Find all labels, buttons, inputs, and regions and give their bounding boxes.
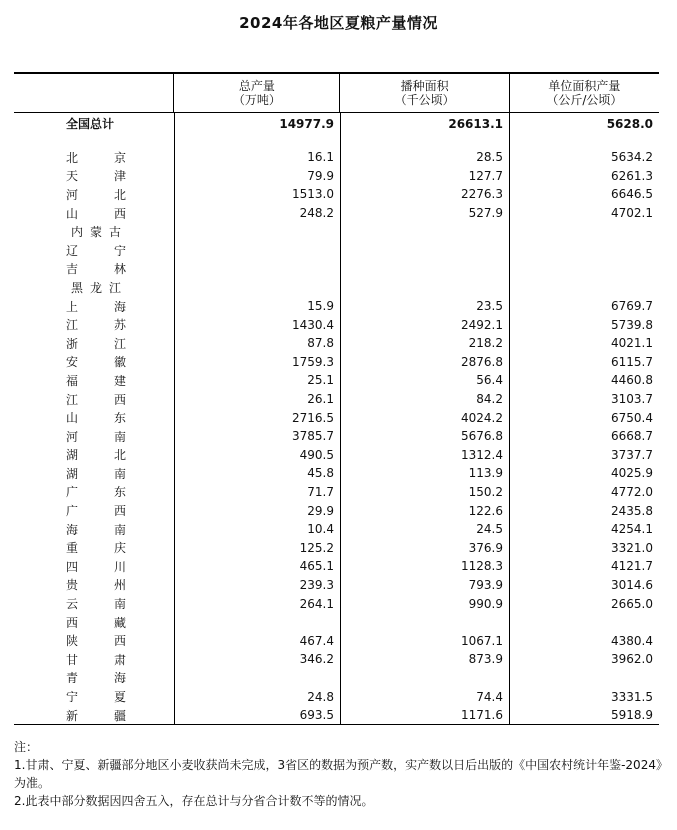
region-name-char: 津 — [113, 169, 126, 184]
region-cell — [14, 186, 174, 203]
area-cell: 376.9 — [468, 540, 503, 555]
table-row — [14, 371, 659, 390]
table-row — [14, 185, 659, 204]
header-yield-unit: （公斤/公顷） — [546, 93, 623, 107]
area-cell: 24.5 — [476, 522, 503, 537]
region-name — [66, 372, 126, 389]
table-row — [14, 408, 659, 427]
table-row — [14, 669, 659, 688]
region-name-char: 广 — [66, 485, 79, 500]
area-cell: 527.9 — [468, 206, 503, 221]
region-name-char: 徽 — [113, 355, 126, 370]
output-cell: 16.1 — [307, 150, 334, 165]
region-cell — [14, 558, 174, 575]
notes-heading: 注： — [14, 740, 39, 754]
area-cell: 28.5 — [476, 150, 503, 165]
region-name-char: 重 — [66, 541, 79, 556]
region-cell — [14, 428, 174, 445]
yield-cell: 4772.0 — [611, 484, 653, 499]
region-name-char: 西 — [66, 615, 79, 630]
output-cell: 1759.3 — [292, 354, 334, 369]
area-cell: 793.9 — [468, 577, 503, 592]
area-cell: 122.6 — [468, 503, 503, 518]
region-name — [66, 558, 126, 575]
area-cell: 1312.4 — [461, 447, 503, 462]
region-name-char: 河 — [66, 429, 79, 444]
header-sown-area — [339, 74, 508, 112]
output-cell: 248.2 — [299, 206, 334, 221]
region-name-char: 林 — [113, 262, 126, 277]
note-2: 2.此表中部分数据因四舍五入，存在总计与分省合计数不等的情况。 — [14, 794, 374, 808]
region-name-char: 夏 — [113, 690, 126, 705]
output-cell: 29.9 — [307, 503, 334, 518]
table-row — [14, 446, 659, 465]
column-divider — [174, 113, 175, 724]
region-name-char: 云 — [66, 597, 79, 612]
table-row — [14, 483, 659, 502]
output-cell: 45.8 — [307, 466, 334, 481]
region-name — [66, 316, 126, 333]
output-cell: 15.9 — [307, 299, 334, 314]
table-row — [14, 631, 659, 650]
page-title: 2024年各地区夏粮产量情况 — [239, 14, 438, 32]
region-name-char: 苏 — [113, 318, 126, 333]
region-cell — [14, 521, 174, 538]
yield-cell: 6769.7 — [611, 299, 653, 314]
table-row — [14, 334, 659, 353]
area-cell: 2276.3 — [461, 187, 503, 202]
area-cell: 23.5 — [476, 299, 503, 314]
output-cell: 465.1 — [299, 559, 334, 574]
region-cell — [14, 595, 174, 612]
region-name-char: 北 — [113, 187, 126, 202]
area-cell: 990.9 — [468, 596, 503, 611]
yield-cell: 3331.5 — [611, 689, 653, 704]
table-row — [14, 222, 659, 241]
column-divider — [509, 113, 510, 724]
region-name — [66, 409, 126, 426]
region-name-char: 天 — [66, 169, 79, 184]
region-name — [66, 335, 126, 352]
region-name-char: 南 — [113, 466, 126, 481]
yield-cell: 4121.7 — [611, 559, 653, 574]
table-header — [14, 74, 659, 113]
region-name — [66, 614, 126, 631]
region-name-char: 新 — [66, 708, 79, 723]
table-row — [14, 297, 659, 316]
region-name-char: 南 — [113, 597, 126, 612]
region-name — [66, 669, 126, 686]
region-cell — [14, 409, 174, 426]
area-cell: 113.9 — [468, 466, 503, 481]
region-name — [66, 353, 126, 370]
table-row — [14, 427, 659, 446]
region-cell — [14, 576, 174, 593]
area-cell: 127.7 — [468, 168, 503, 183]
region-name — [66, 242, 126, 259]
region-cell — [14, 391, 174, 408]
region-name — [66, 167, 126, 184]
header-sown-area-label: 播种面积 — [400, 79, 449, 93]
region-name — [66, 205, 126, 222]
region-name-char: 东 — [113, 485, 126, 500]
region-name-char: 疆 — [113, 708, 126, 723]
yield-cell: 6115.7 — [611, 354, 653, 369]
region-name-char: 甘 — [66, 652, 79, 667]
region-name-char: 青 — [66, 671, 79, 686]
region-cell — [14, 279, 174, 296]
region-cell — [14, 149, 174, 166]
region-name-char: 京 — [113, 150, 126, 165]
table-row — [14, 167, 659, 186]
region-name — [66, 521, 126, 538]
region-cell — [14, 446, 174, 463]
output-cell: 239.3 — [299, 577, 334, 592]
region-name-char: 南 — [113, 429, 126, 444]
area-cell: 2492.1 — [461, 317, 503, 332]
table-body — [14, 113, 659, 724]
area-cell: 150.2 — [468, 484, 503, 499]
yield-cell: 3321.0 — [611, 540, 653, 555]
yield-cell: 3103.7 — [611, 392, 653, 407]
area-cell: 1128.3 — [461, 559, 503, 574]
area-cell: 1067.1 — [461, 633, 503, 648]
table-row — [14, 501, 659, 520]
area-cell: 873.9 — [468, 652, 503, 667]
total-name-cell — [14, 115, 174, 132]
area-cell: 1171.6 — [461, 708, 503, 723]
total-output: 14977.9 — [279, 116, 334, 131]
region-name — [66, 483, 126, 500]
region-cell — [14, 260, 174, 277]
region-name-char: 黑 — [71, 280, 84, 295]
region-name-char: 海 — [113, 671, 126, 686]
output-cell: 125.2 — [299, 540, 334, 555]
region-name-char: 北 — [113, 448, 126, 463]
yield-cell: 3962.0 — [611, 652, 653, 667]
output-cell: 10.4 — [307, 522, 334, 537]
region-name-char: 广 — [66, 504, 79, 519]
yield-cell: 3737.7 — [611, 447, 653, 462]
region-cell — [14, 539, 174, 556]
yield-cell: 6668.7 — [611, 429, 653, 444]
region-name-char: 江 — [108, 280, 121, 295]
table-row — [14, 650, 659, 669]
table-row — [14, 464, 659, 483]
total-row — [14, 113, 659, 134]
yield-cell: 4460.8 — [611, 373, 653, 388]
region-name-char: 川 — [113, 559, 126, 574]
output-cell: 1513.0 — [292, 187, 334, 202]
region-name — [66, 651, 126, 668]
region-cell — [14, 167, 174, 184]
region-name-char: 龙 — [89, 280, 102, 295]
region-name — [66, 688, 126, 705]
region-cell — [14, 205, 174, 222]
yield-cell: 2665.0 — [611, 596, 653, 611]
yield-cell: 4380.4 — [611, 633, 653, 648]
region-name-char: 藏 — [113, 615, 126, 630]
footnotes — [14, 738, 664, 810]
region-name-char: 古 — [108, 225, 121, 240]
output-cell: 3785.7 — [292, 429, 334, 444]
region-name-char: 内 — [71, 225, 84, 240]
yield-cell: 5918.9 — [611, 708, 653, 723]
output-cell: 25.1 — [307, 373, 334, 388]
region-name-char: 吉 — [66, 262, 79, 277]
yield-cell: 2435.8 — [611, 503, 653, 518]
region-name-char: 河 — [66, 187, 79, 202]
region-name-char: 辽 — [66, 243, 79, 258]
table-row — [14, 278, 659, 297]
region-name-char: 贵 — [66, 578, 79, 593]
region-name — [66, 298, 126, 315]
header-total-output-unit: （万吨） — [232, 93, 281, 107]
yield-cell: 4702.1 — [611, 206, 653, 221]
region-name-char: 南 — [113, 522, 126, 537]
yield-cell: 5739.8 — [611, 317, 653, 332]
region-name-char: 宁 — [113, 243, 126, 258]
region-name-char: 山 — [66, 411, 79, 426]
yield-cell: 4025.9 — [611, 466, 653, 481]
region-cell — [14, 316, 174, 333]
area-cell: 218.2 — [468, 336, 503, 351]
area-cell: 5676.8 — [461, 429, 503, 444]
yield-cell: 3014.6 — [611, 577, 653, 592]
region-name — [66, 446, 126, 463]
table-row — [14, 260, 659, 279]
area-cell: 2876.8 — [461, 354, 503, 369]
region-name-char: 建 — [113, 373, 126, 388]
table-row — [14, 538, 659, 557]
header-total-output-label: 总产量 — [238, 79, 275, 93]
region-cell — [14, 465, 174, 482]
table-row — [14, 687, 659, 706]
region-name-char: 庆 — [113, 541, 126, 556]
yield-cell: 6261.3 — [611, 168, 653, 183]
region-cell — [14, 669, 174, 686]
region-name-char: 海 — [66, 522, 79, 537]
region-cell — [14, 335, 174, 352]
yield-cell: 4254.1 — [611, 522, 653, 537]
region-name-char: 安 — [66, 355, 79, 370]
region-name — [66, 595, 126, 612]
region-name-char: 西 — [113, 634, 126, 649]
region-name-char: 浙 — [66, 336, 79, 351]
region-name-char: 湖 — [66, 448, 79, 463]
header-total-output — [173, 74, 339, 112]
output-cell: 346.2 — [299, 652, 334, 667]
region-cell — [14, 223, 174, 240]
table-row — [14, 706, 659, 725]
region-name — [66, 539, 126, 556]
table-row — [14, 353, 659, 372]
header-sown-area-unit: （千公顷） — [394, 93, 455, 107]
area-cell: 56.4 — [476, 373, 503, 388]
output-cell: 2716.5 — [292, 410, 334, 425]
table-row — [14, 557, 659, 576]
region-name — [66, 707, 126, 724]
region-name-char: 宁 — [66, 690, 79, 705]
region-name — [66, 502, 126, 519]
output-cell: 26.1 — [307, 392, 334, 407]
region-name — [66, 260, 126, 277]
header-yield — [509, 74, 659, 112]
region-name-char: 州 — [113, 578, 126, 593]
yield-cell: 6750.4 — [611, 410, 653, 425]
area-cell: 74.4 — [476, 689, 503, 704]
table-row — [14, 204, 659, 223]
region-name — [66, 632, 126, 649]
region-cell — [14, 688, 174, 705]
region-name-char: 陕 — [66, 634, 79, 649]
table-row — [14, 594, 659, 613]
region-cell — [14, 353, 174, 370]
region-name-char: 四 — [66, 559, 79, 574]
column-divider — [340, 113, 341, 724]
table-row — [14, 148, 659, 167]
output-cell: 24.8 — [307, 689, 334, 704]
table-row — [14, 576, 659, 595]
region-cell — [14, 242, 174, 259]
region-name — [66, 428, 126, 445]
region-name-char: 肃 — [113, 652, 126, 667]
region-name-char: 西 — [113, 504, 126, 519]
total-name: 全国总计 — [66, 117, 115, 131]
region-name-char: 上 — [66, 299, 79, 314]
header-region — [14, 74, 173, 112]
table-row — [14, 241, 659, 260]
total-area: 26613.1 — [448, 116, 503, 131]
region-name-char: 东 — [113, 411, 126, 426]
region-cell — [14, 614, 174, 631]
region-name — [66, 465, 126, 482]
region-cell — [14, 483, 174, 500]
spacer-row — [14, 134, 659, 148]
note-1: 1.甘肃、宁夏、新疆部分地区小麦收获尚未完成，3省区的数据为预产数，实产数以日后出版的《中国农村统计年鉴-2024》为准。 — [14, 758, 662, 790]
data-table — [14, 72, 659, 725]
region-name-char: 海 — [113, 299, 126, 314]
region-name — [66, 391, 126, 408]
yield-cell: 4021.1 — [611, 336, 653, 351]
region-name-char: 北 — [66, 150, 79, 165]
yield-cell: 5634.2 — [611, 150, 653, 165]
output-cell: 71.7 — [307, 484, 334, 499]
region-cell — [14, 651, 174, 668]
table-row — [14, 315, 659, 334]
region-name-char: 蒙 — [89, 225, 102, 240]
region-cell — [14, 372, 174, 389]
region-name-char: 江 — [66, 318, 79, 333]
region-name-char: 西 — [113, 206, 126, 221]
region-name-char: 山 — [66, 206, 79, 221]
region-name — [66, 186, 126, 203]
area-cell: 4024.2 — [461, 410, 503, 425]
total-yield: 5628.0 — [606, 116, 653, 131]
table-row — [14, 613, 659, 632]
output-cell: 467.4 — [299, 633, 334, 648]
region-name-char: 江 — [66, 392, 79, 407]
output-cell: 490.5 — [299, 447, 334, 462]
yield-cell: 6646.5 — [611, 187, 653, 202]
region-name-char: 湖 — [66, 466, 79, 481]
output-cell: 1430.4 — [292, 317, 334, 332]
region-name-char: 西 — [113, 392, 126, 407]
region-cell — [14, 707, 174, 724]
output-cell: 693.5 — [299, 708, 334, 723]
region-cell — [14, 502, 174, 519]
header-yield-label: 单位面积产量 — [548, 79, 621, 93]
output-cell: 264.1 — [299, 596, 334, 611]
region-name — [66, 149, 126, 166]
region-name-char: 福 — [66, 373, 79, 388]
output-cell: 87.8 — [307, 336, 334, 351]
region-cell — [14, 632, 174, 649]
output-cell: 79.9 — [307, 168, 334, 183]
region-name — [71, 223, 121, 240]
region-name — [66, 576, 126, 593]
area-cell: 84.2 — [476, 392, 503, 407]
region-cell — [14, 298, 174, 315]
table-row — [14, 520, 659, 539]
region-name — [71, 279, 121, 296]
region-name-char: 江 — [113, 336, 126, 351]
table-row — [14, 390, 659, 409]
